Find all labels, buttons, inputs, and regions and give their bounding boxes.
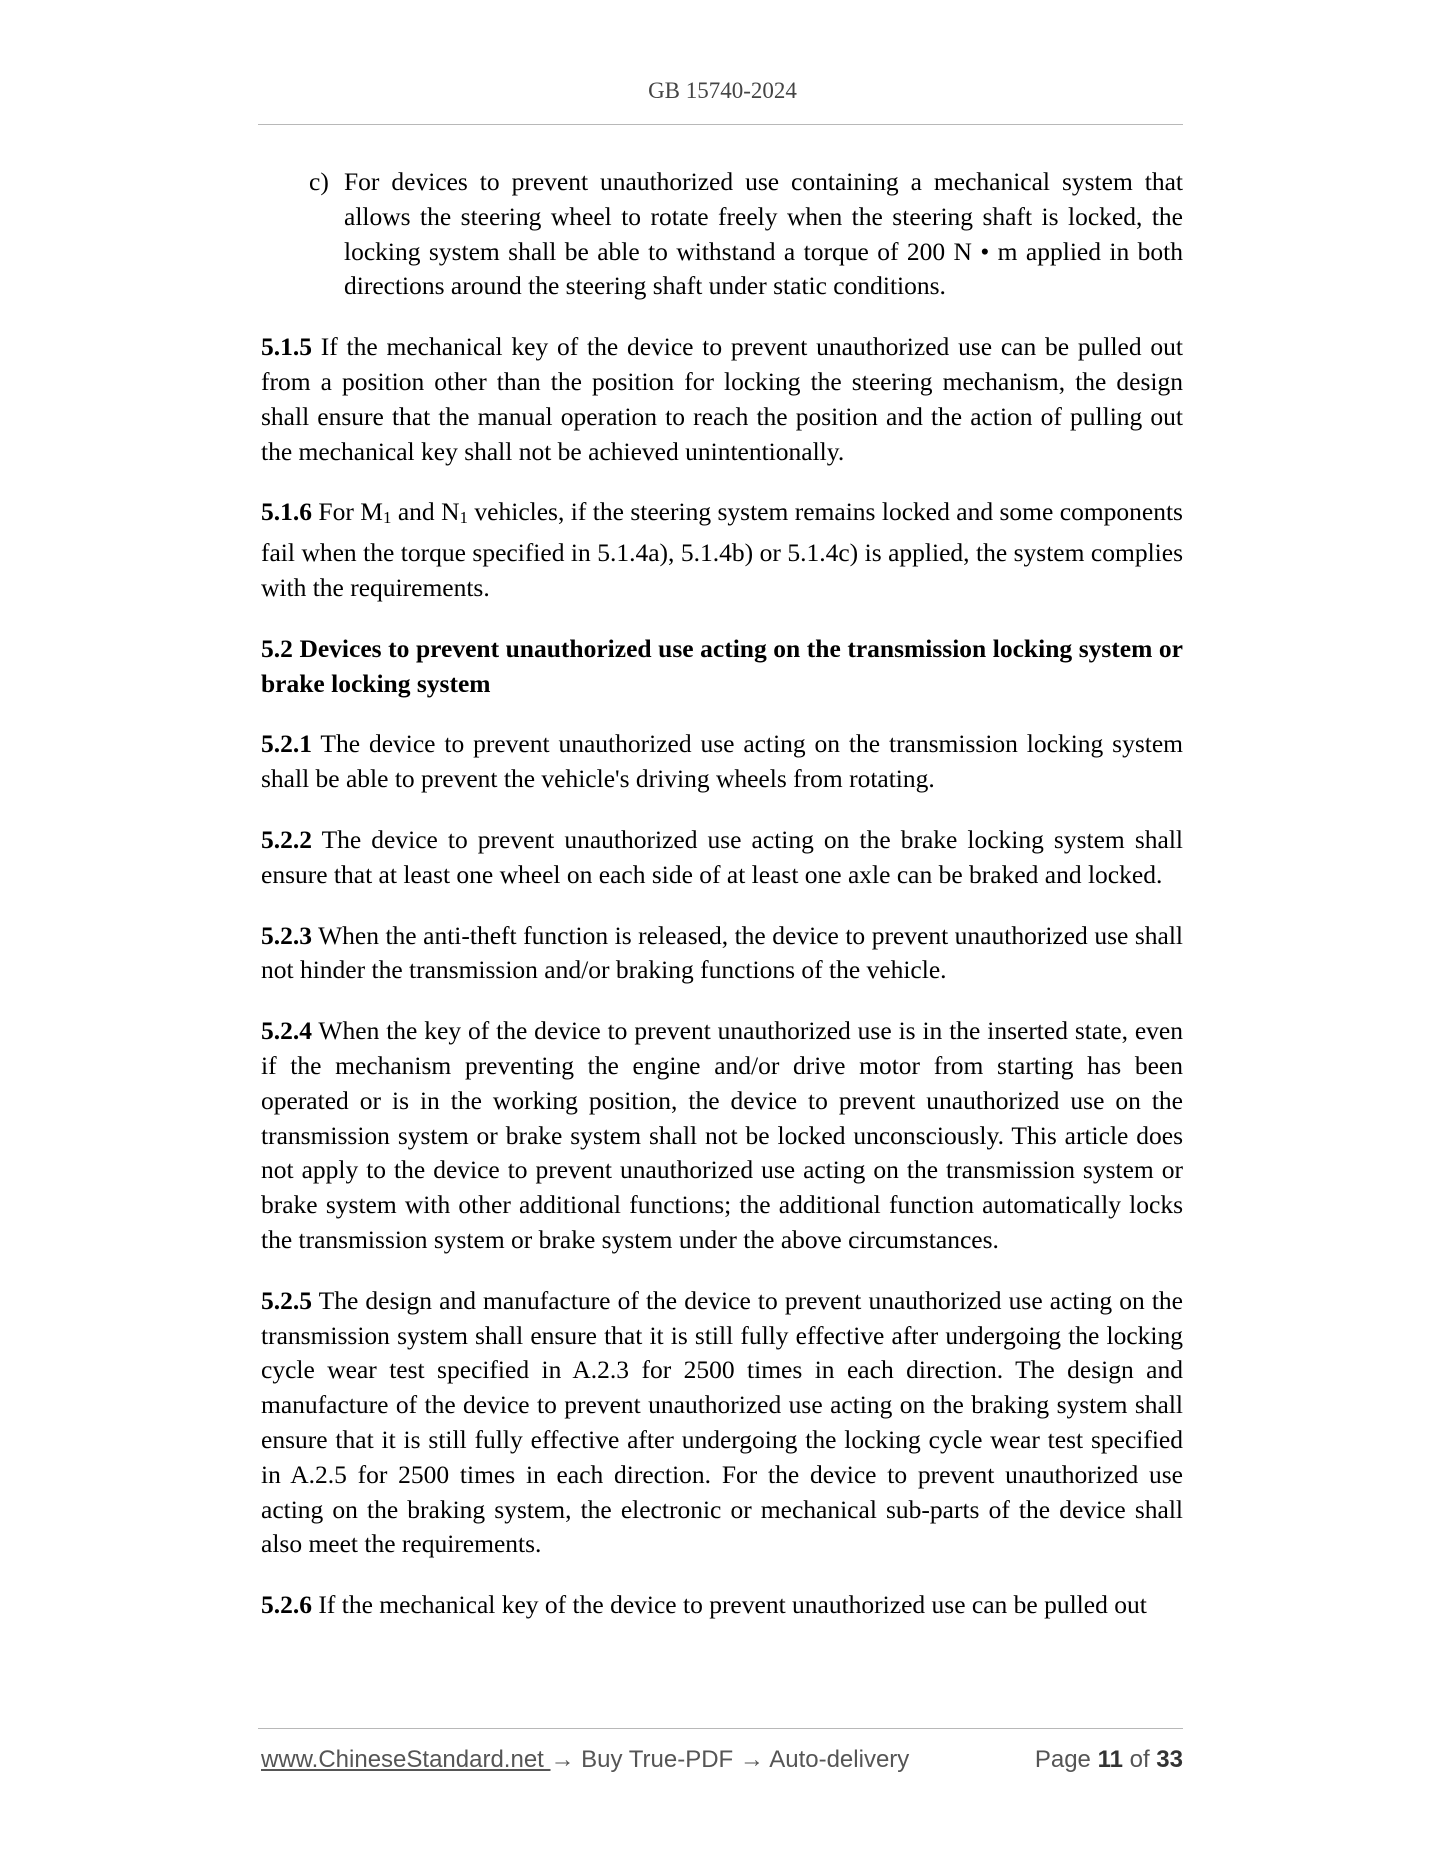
footer-divider: [258, 1728, 1183, 1729]
subscript: 1: [382, 508, 392, 528]
header-divider: [258, 124, 1183, 125]
clause-text: If the mechanical key of the device to prevent unauthorized use can be pulled out from a position other than the position for locking the steering mechanism, the design shall ensure that the manual operation to reach the position and the action of pulling out the mechanical key shall not be achieved unintentionally.: [261, 332, 1183, 466]
delivery-text: Auto-delivery: [763, 1746, 910, 1773]
clause-5-1-6: [261, 495, 1183, 605]
clause-5-2-3: [261, 919, 1183, 989]
clause-number: 5.2.6: [261, 1590, 312, 1620]
clause-text: If the mechanical key of the device to prevent unauthorized use can be pulled out: [312, 1590, 1147, 1620]
subscript: 1: [459, 508, 469, 528]
clause-number: 5.2.1: [261, 729, 312, 759]
clause-text: When the key of the device to prevent unauthorized use is in the inserted state, even if the mechanism preventing the engine and/or drive motor from starting has been operated or is in the working position, the device to prevent unauthorized use on the transmission system or brake system shall not be locked unconsciously. This article does not apply to the device to prevent unauthorized use acting on the transmission system or brake system with other additional functions; the additional function automatically locks the transmission system or brake system under the above circumstances.: [261, 1016, 1183, 1254]
clause-number: 5.2.2: [261, 824, 312, 854]
clause-text-part: For M: [312, 497, 383, 527]
clause-number: 5.2.3: [261, 920, 312, 950]
clause-text: The design and manufacture of the device to prevent unauthorized use acting on the transmission system shall ensure that it is still fully effective after undergoing the locking cycle wear test specified in A.2.3 for 2500 times in each direction. The design and manufacture of the device to prevent unauthorized use acting on the braking system shall ensure that it is still fully effective after undergoing the locking cycle wear test specified in A.2.5 for 2500 times in each direction. For the device to prevent unauthorized use acting on the braking system, the electronic or mechanical sub-parts of the device shall also meet the requirements.: [261, 1285, 1183, 1559]
clause-5-2-1: [261, 727, 1183, 797]
clause-number: 5.2.5: [261, 1285, 312, 1315]
page-header: GB 15740-2024: [648, 78, 797, 103]
page-footer: [261, 1746, 1183, 1774]
page-total: 33: [1156, 1746, 1183, 1773]
clause-number: 5.1.5: [261, 332, 312, 362]
arrow-icon: →: [739, 1746, 764, 1773]
clause-text-part: and N: [391, 497, 460, 527]
site-link[interactable]: www.ChineseStandard.net: [261, 1746, 551, 1773]
clause-5-2-6: [261, 1588, 1183, 1623]
list-item-c: [261, 165, 1183, 304]
of-label: of: [1122, 1746, 1157, 1773]
clause-5-2-2: [261, 823, 1183, 893]
page-number: 11: [1097, 1746, 1123, 1773]
clause-number: 5.2.4: [261, 1016, 312, 1046]
buy-text: Buy True-PDF: [574, 1746, 740, 1773]
page-indicator: [1035, 1746, 1183, 1774]
clause-5-2-5: [261, 1284, 1183, 1562]
list-marker: c): [309, 167, 329, 196]
footer-left: [261, 1746, 909, 1774]
document-body: [261, 165, 1183, 1649]
clause-5-2-4: [261, 1014, 1183, 1258]
clause-text: The device to prevent unauthorized use acting on the transmission locking system shall be able to prevent the vehicle's driving wheels from rotating.: [261, 729, 1183, 794]
page-label: Page: [1034, 1746, 1098, 1773]
clause-number: 5.1.6: [261, 497, 312, 527]
section-heading-5-2: 5.2 Devices to prevent unauthorized use acting on the transmission locking system or brake locking system: [261, 633, 1183, 698]
clause-text: The device to prevent unauthorized use acting on the brake locking system shall ensure that at least one wheel on each side of at least one axle can be braked and locked.: [261, 824, 1183, 889]
clause-text: When the anti-theft function is released, the device to prevent unauthorized use shall not hinder the transmission and/or braking functions of the vehicle.: [261, 920, 1183, 985]
list-item-text: For devices to prevent unauthorized use containing a mechanical system that allows the steering wheel to rotate freely when the steering shaft is locked, the locking system shall be able to withstand a torque of 200 N • m applied in both directions around the steering shaft under static conditions.: [344, 167, 1183, 301]
clause-text-part: vehicles, if the steering system remains locked and some components fail when the torque specified in 5.1.4a), 5.1.4b) or 5.1.4c) is applied, the system complies with the requirements.: [261, 497, 1183, 602]
arrow-icon: →: [550, 1746, 575, 1773]
clause-5-1-5: [261, 330, 1183, 469]
